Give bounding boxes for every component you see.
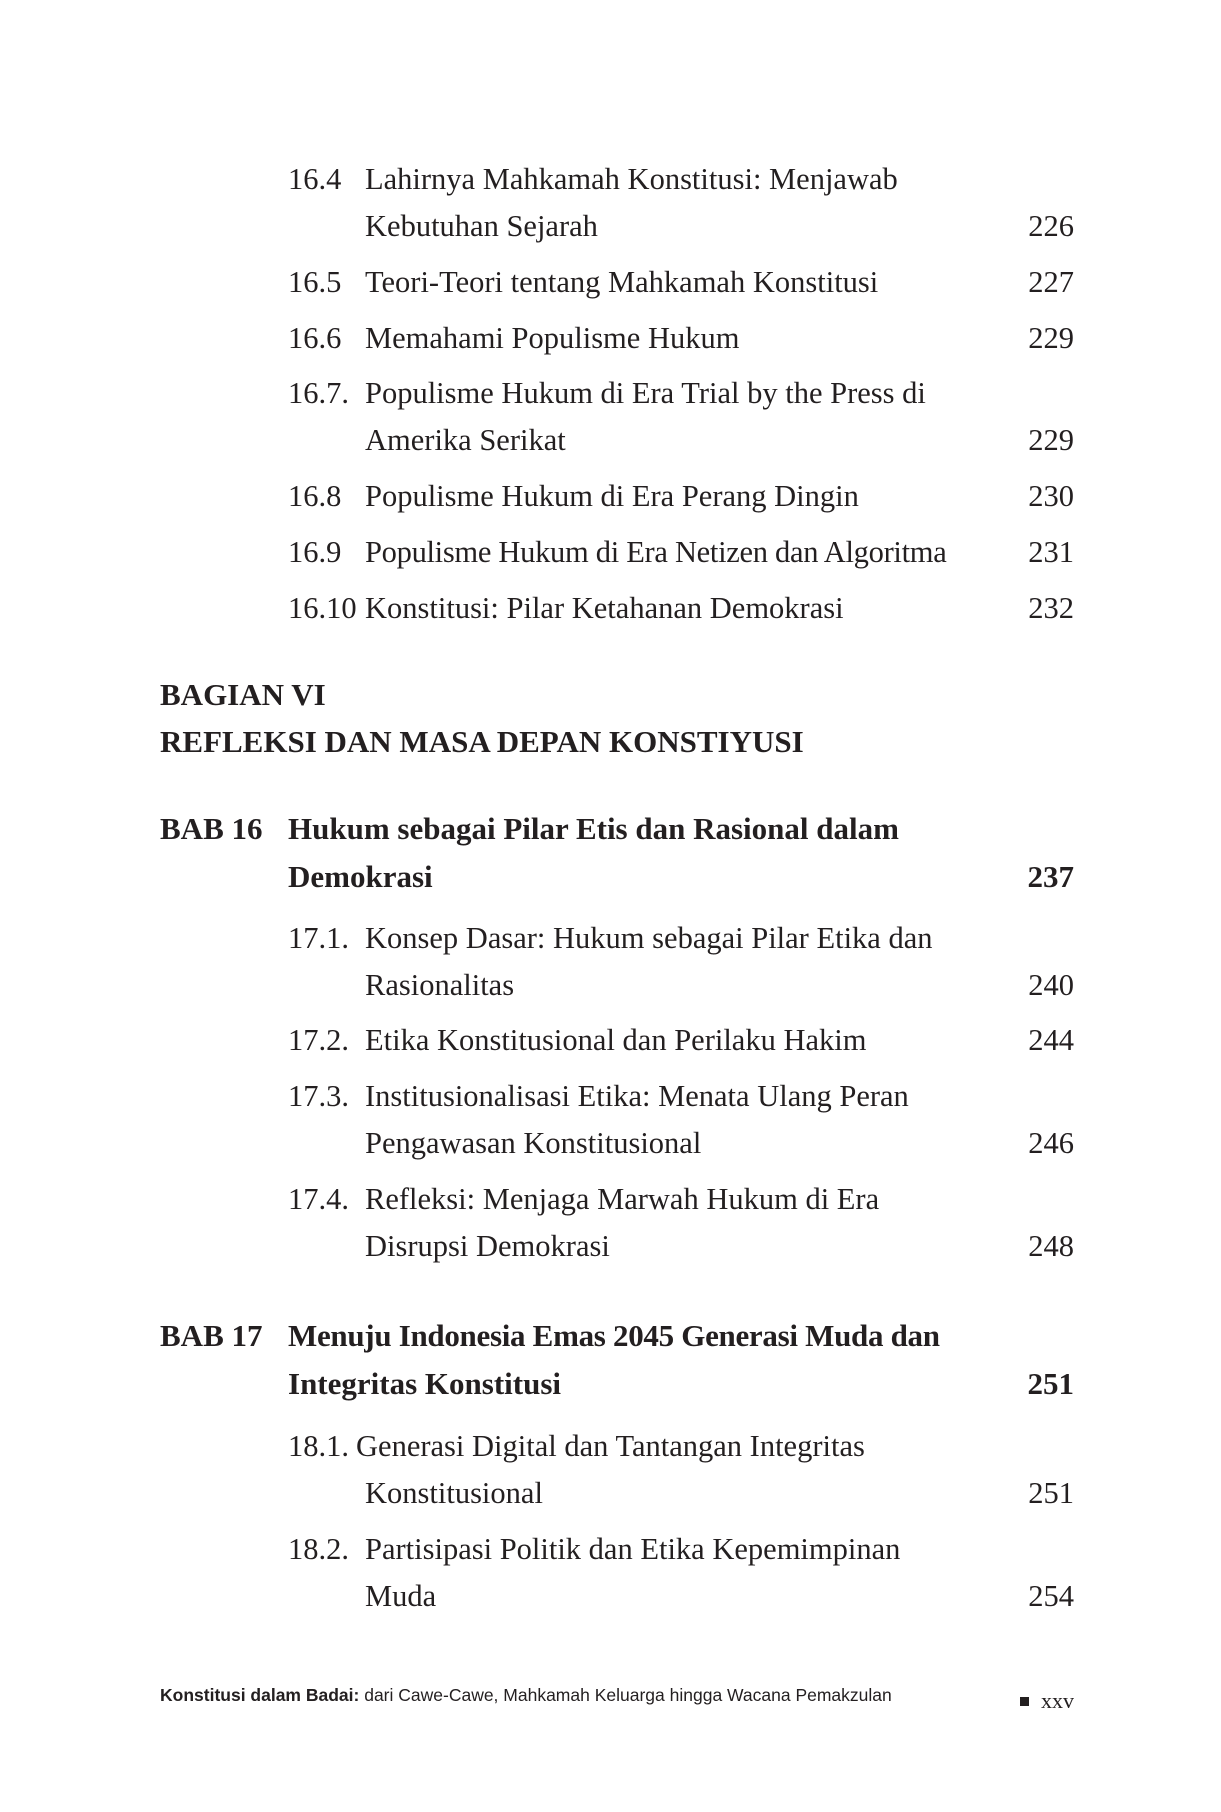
section-number: 17.3. [288, 1079, 349, 1113]
section-page-number: 246 [1028, 1126, 1074, 1160]
toc-chapter-bab-16 [160, 805, 1074, 901]
part-title: REFLEKSI DAN MASA DEPAN KONSTIYUSI [160, 724, 804, 759]
page-folio [1020, 1688, 1074, 1714]
toc-entry-16-4 [288, 156, 1074, 250]
toc-entry-18-2 [288, 1526, 1074, 1620]
section-title-line: Disrupsi Demokrasi [365, 1229, 610, 1263]
section-page-number: 230 [1028, 479, 1074, 513]
section-title-line: Konsep Dasar: Hukum sebagai Pilar Etika dan [365, 921, 933, 955]
toc-entry-16-9 [288, 529, 1074, 576]
section-page-number: 251 [1028, 1476, 1074, 1510]
toc-entry-16-6 [288, 315, 1074, 362]
chapter-title-line: Hukum sebagai Pilar Etis dan Rasional dalam [288, 811, 899, 846]
chapter-title-line: Integritas Konstitusi [288, 1366, 561, 1401]
square-bullet-icon [1020, 1697, 1029, 1706]
section-number: 16.8 [288, 479, 342, 513]
chapter-number: BAB 17 [160, 1318, 263, 1353]
section-title-line: Populisme Hukum di Era Perang Dingin [365, 479, 859, 513]
section-number: 18.2. [288, 1532, 349, 1566]
section-title-line: Rasionalitas [365, 968, 515, 1002]
section-number: 16.5 [288, 265, 342, 299]
section-title-line: Etika Konstitusional dan Perilaku Hakim [365, 1023, 867, 1057]
section-title-line: Memahami Populisme Hukum [365, 321, 740, 355]
section-title-line: Partisipasi Politik dan Etika Kepemimpinan [365, 1532, 901, 1566]
toc-entry-17-2 [288, 1017, 1074, 1064]
toc-entry-16-5 [288, 259, 1074, 306]
section-page-number: 254 [1028, 1579, 1074, 1613]
section-title-line: Amerika Serikat [365, 423, 566, 457]
toc-entry-17-3 [288, 1073, 1074, 1167]
chapter-title-line: Menuju Indonesia Emas 2045 Generasi Muda dan [288, 1318, 940, 1353]
page-number: xxv [1041, 1688, 1074, 1713]
footer-book-title: Konstitusi dalam Badai: [160, 1685, 360, 1705]
section-page-number: 244 [1028, 1023, 1074, 1057]
section-title-line: Generasi Digital dan Tantangan Integritas [356, 1429, 865, 1463]
section-title-line: Konstitusional [365, 1476, 543, 1510]
section-number: 16.9 [288, 535, 342, 569]
section-number: 18.1. [288, 1429, 349, 1463]
section-title-line: Lahirnya Mahkamah Konstitusi: Menjawab [365, 162, 898, 196]
section-title-line: Populisme Hukum di Era Trial by the Press di [365, 376, 926, 410]
section-title-line: Populisme Hukum di Era Netizen dan Algoritma [365, 535, 947, 569]
section-number: 16.6 [288, 321, 342, 355]
section-title-line: Teori-Teori tentang Mahkamah Konstitusi [365, 265, 879, 299]
section-number: 16.7. [288, 376, 349, 410]
section-page-number: 229 [1028, 423, 1074, 457]
section-page-number: 226 [1028, 209, 1074, 243]
section-title-line: Muda [365, 1579, 437, 1613]
footer-book-subtitle: dari Cawe-Cawe, Mahkamah Keluarga hingga Wacana Pemakzulan [359, 1685, 892, 1705]
section-title-line: Kebutuhan Sejarah [365, 209, 598, 243]
section-number: 17.2. [288, 1023, 349, 1057]
section-number: 17.1. [288, 921, 349, 955]
toc-entry-16-10 [288, 585, 1074, 632]
toc-entry-17-1 [288, 915, 1074, 1009]
chapter-number: BAB 16 [160, 811, 263, 846]
section-title-line: Institusionalisasi Etika: Menata Ulang Peran [365, 1079, 909, 1113]
section-page-number: 240 [1028, 968, 1074, 1002]
section-page-number: 231 [1028, 535, 1074, 569]
toc-entry-18-1 [288, 1423, 1074, 1517]
section-number: 16.10 [288, 591, 357, 625]
chapter-page-number: 237 [1027, 859, 1074, 894]
section-title-line: Pengawasan Konstitusional [365, 1126, 702, 1160]
toc-entry-17-4 [288, 1176, 1074, 1270]
section-title-line: Konstitusi: Pilar Ketahanan Demokrasi [365, 591, 844, 625]
section-page-number: 248 [1028, 1229, 1074, 1263]
toc-entry-16-7 [288, 370, 1074, 464]
section-page-number: 227 [1028, 265, 1074, 299]
part-label: BAGIAN VI [160, 677, 326, 712]
toc-entry-16-8 [288, 473, 1074, 520]
section-number: 16.4 [288, 162, 342, 196]
running-footer [160, 1685, 892, 1706]
section-page-number: 232 [1028, 591, 1074, 625]
section-page-number: 229 [1028, 321, 1074, 355]
toc-chapter-bab-17 [160, 1312, 1074, 1408]
section-number: 17.4. [288, 1182, 349, 1216]
chapter-page-number: 251 [1027, 1366, 1074, 1401]
section-title-line: Refleksi: Menjaga Marwah Hukum di Era [365, 1182, 880, 1216]
chapter-title-line: Demokrasi [288, 859, 433, 894]
